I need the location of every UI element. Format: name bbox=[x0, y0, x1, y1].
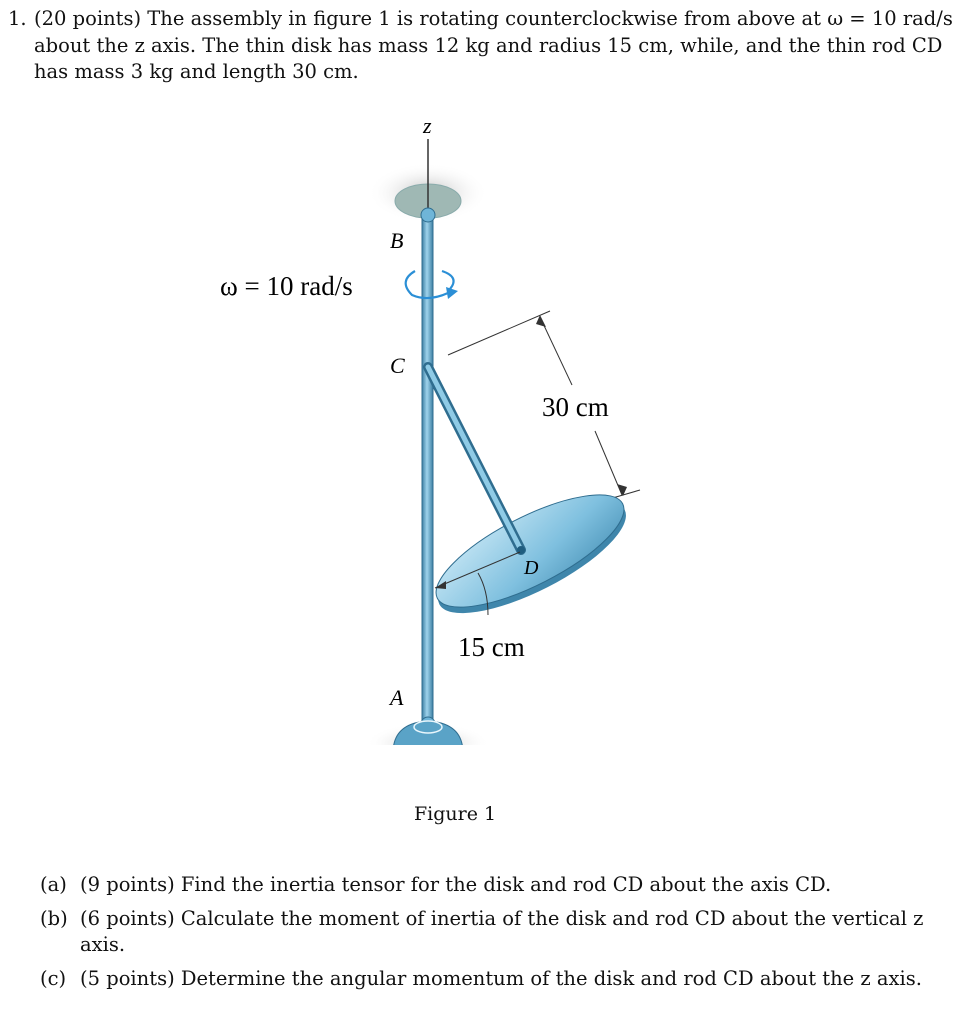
part-a bbox=[40, 872, 940, 898]
part-c-label: (c) bbox=[40, 967, 67, 990]
point-b-label: B bbox=[390, 228, 404, 253]
dimension-arrow-upper bbox=[540, 317, 572, 385]
bearing-b-ball bbox=[421, 208, 435, 222]
omega-label: ω = 10 rad/s bbox=[220, 271, 353, 301]
question-parts bbox=[40, 872, 940, 1000]
part-b bbox=[40, 906, 940, 958]
disk-face bbox=[422, 473, 638, 628]
problem-statement bbox=[8, 6, 963, 86]
rod-cd-highlight bbox=[428, 367, 521, 550]
part-c-text: (5 points) Determine the angular momentum of the disk and rod CD about the z axis. bbox=[80, 967, 922, 990]
figure-caption: Figure 1 bbox=[414, 803, 497, 825]
part-c bbox=[40, 966, 940, 992]
z-axis-label: z bbox=[423, 113, 432, 138]
part-b-text: (6 points) Calculate the moment of inertia of the disk and rod CD about the vertical z axis. bbox=[80, 907, 924, 956]
point-a-label: A bbox=[390, 685, 404, 710]
point-d-label: D bbox=[524, 557, 539, 579]
rod-length-label: 30 cm bbox=[542, 392, 609, 422]
problem-text: (20 points) The assembly in figure 1 is rotating counterclockwise from above at ω = 10 rad/s about the z axis. The thin disk has mass 12 kg and radius 15 cm, while, and the thin rod CD has mass 3 kg and length 30 cm. bbox=[34, 7, 953, 83]
problem-number: 1. bbox=[8, 7, 27, 30]
omega-rotation-arrow-back bbox=[442, 271, 454, 289]
part-a-text: (9 points) Find the inertia tensor for the disk and rod CD about the axis CD. bbox=[80, 873, 832, 896]
dimension-extension-top bbox=[448, 311, 550, 355]
vertical-shaft bbox=[422, 217, 433, 722]
part-a-label: (a) bbox=[40, 873, 67, 896]
assembly-figure bbox=[210, 105, 660, 745]
omega-arrowhead bbox=[446, 287, 458, 299]
part-b-label: (b) bbox=[40, 907, 68, 930]
point-c-label: C bbox=[390, 353, 405, 378]
radius-label: 15 cm bbox=[458, 632, 525, 662]
